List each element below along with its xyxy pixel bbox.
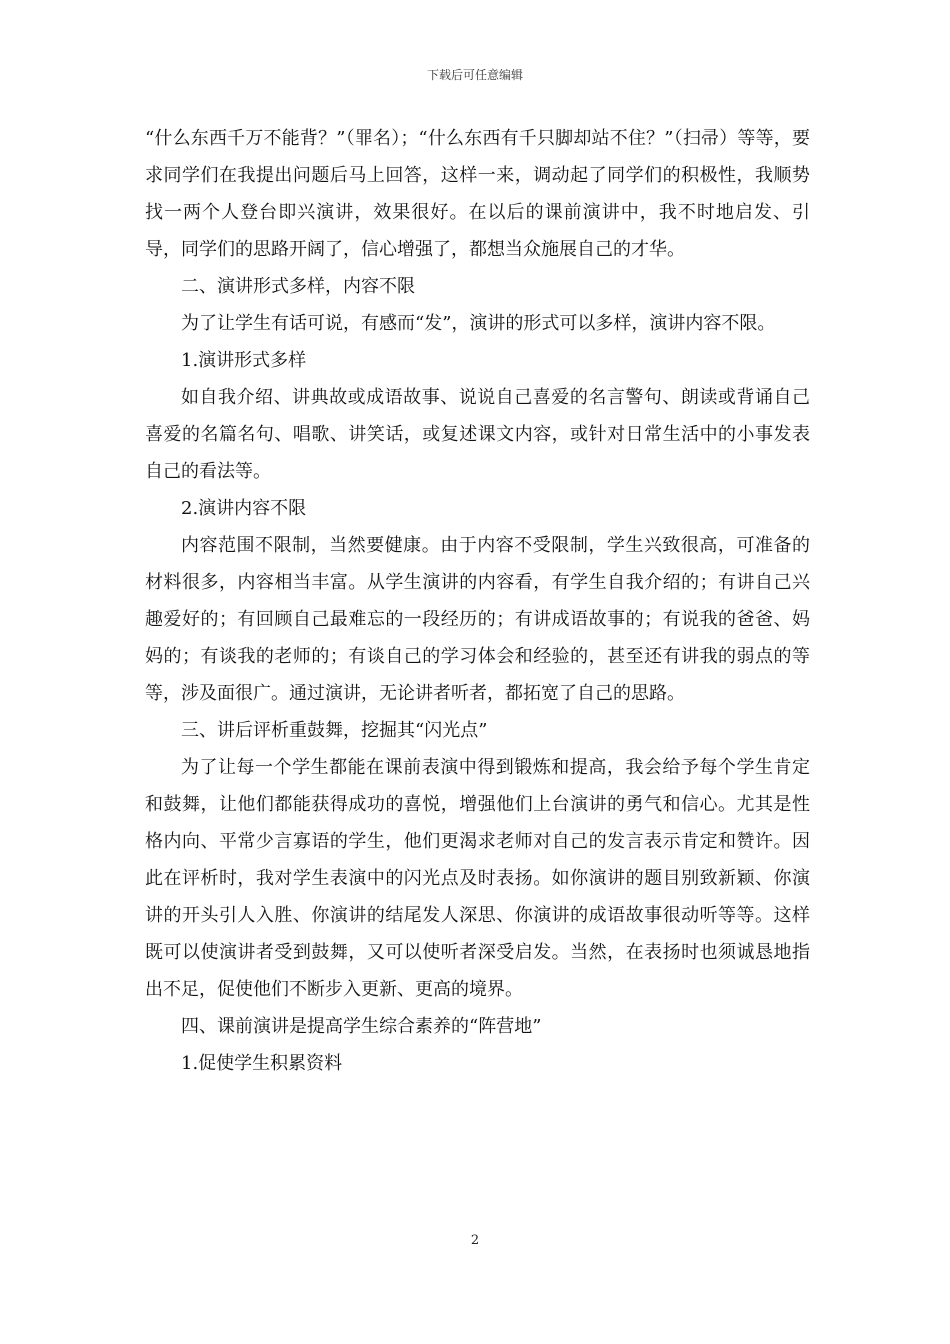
subsection-heading: 1.促使学生积累资料 — [181, 1053, 343, 1074]
paragraph: 为了让学生有话可说，有感而“发”，演讲的形式可以多样，演讲内容不限。 — [181, 313, 776, 334]
section-heading: 二、演讲形式多样，内容不限 — [181, 276, 415, 297]
page-number: 2 — [470, 1233, 480, 1248]
page-header: 下载后可任意编辑 — [426, 68, 523, 82]
paragraph: 内容范围不限制，当然要健康。由于内容不受限制，学生兴致很高，可准备的材料很多，内容相当丰富。从学生演讲的内容看，有学生自我介绍的；有讲自己兴趣爱好的；有回顾自己最难忘的一段经历的；有讲成语故事的；有说我的爸爸、妈妈的；有谈我的老师的；有谈自己的学习体会和经验的，甚至还有讲我的弱点的等等，涉及面很广。通过演讲，无论讲者听者，都拓宽了自己的思路。 — [145, 535, 810, 704]
subsection-heading: 2.演讲内容不限 — [181, 498, 307, 519]
paragraph: “什么东西千万不能背？”（罪名）；“什么东西有千只脚却站不住？”（扫帚）等等，要求同学们在我提出问题后马上回答，这样一来，调动起了同学们的积极性，我顺势找一两个人登台即兴演讲，效果很好。在以后的课前演讲中，我不时地启发、引导，同学们的思路开阔了，信心增强了，都想当众施展自己的才华。 — [145, 128, 810, 260]
subsection-heading: 1.演讲形式多样 — [181, 350, 307, 371]
section-heading: 四、课前演讲是提高学生综合素养的“阵营地” — [181, 1016, 542, 1037]
paragraph: 为了让每一个学生都能在课前表演中得到锻炼和提高，我会给予每个学生肯定和鼓舞，让他们都能获得成功的喜悦，增强他们上台演讲的勇气和信心。尤其是性格内向、平常少言寡语的学生，他们更渴求老师对自己的发言表示肯定和赞许。因此在评析时，我对学生表演中的闪光点及时表扬。如你演讲的题目别致新颖、你演讲的开头引人入胜、你演讲的结尾发人深思、你演讲的成语故事很动听等等。这样既可以使演讲者受到鼓舞，又可以使听者深受启发。当然，在表扬时也须诚恳地指出不足，促使他们不断步入更新、更高的境界。 — [145, 757, 810, 1000]
section-heading: 三、讲后评析重鼓舞，挖掘其“闪光点” — [181, 720, 488, 741]
paragraph: 如自我介绍、讲典故或成语故事、说说自己喜爱的名言警句、朗读或背诵自己喜爱的名篇名句、唱歌、讲笑话，或复述课文内容，或针对日常生活中的小事发表自己的看法等。 — [145, 387, 810, 482]
document-body — [145, 120, 810, 1082]
